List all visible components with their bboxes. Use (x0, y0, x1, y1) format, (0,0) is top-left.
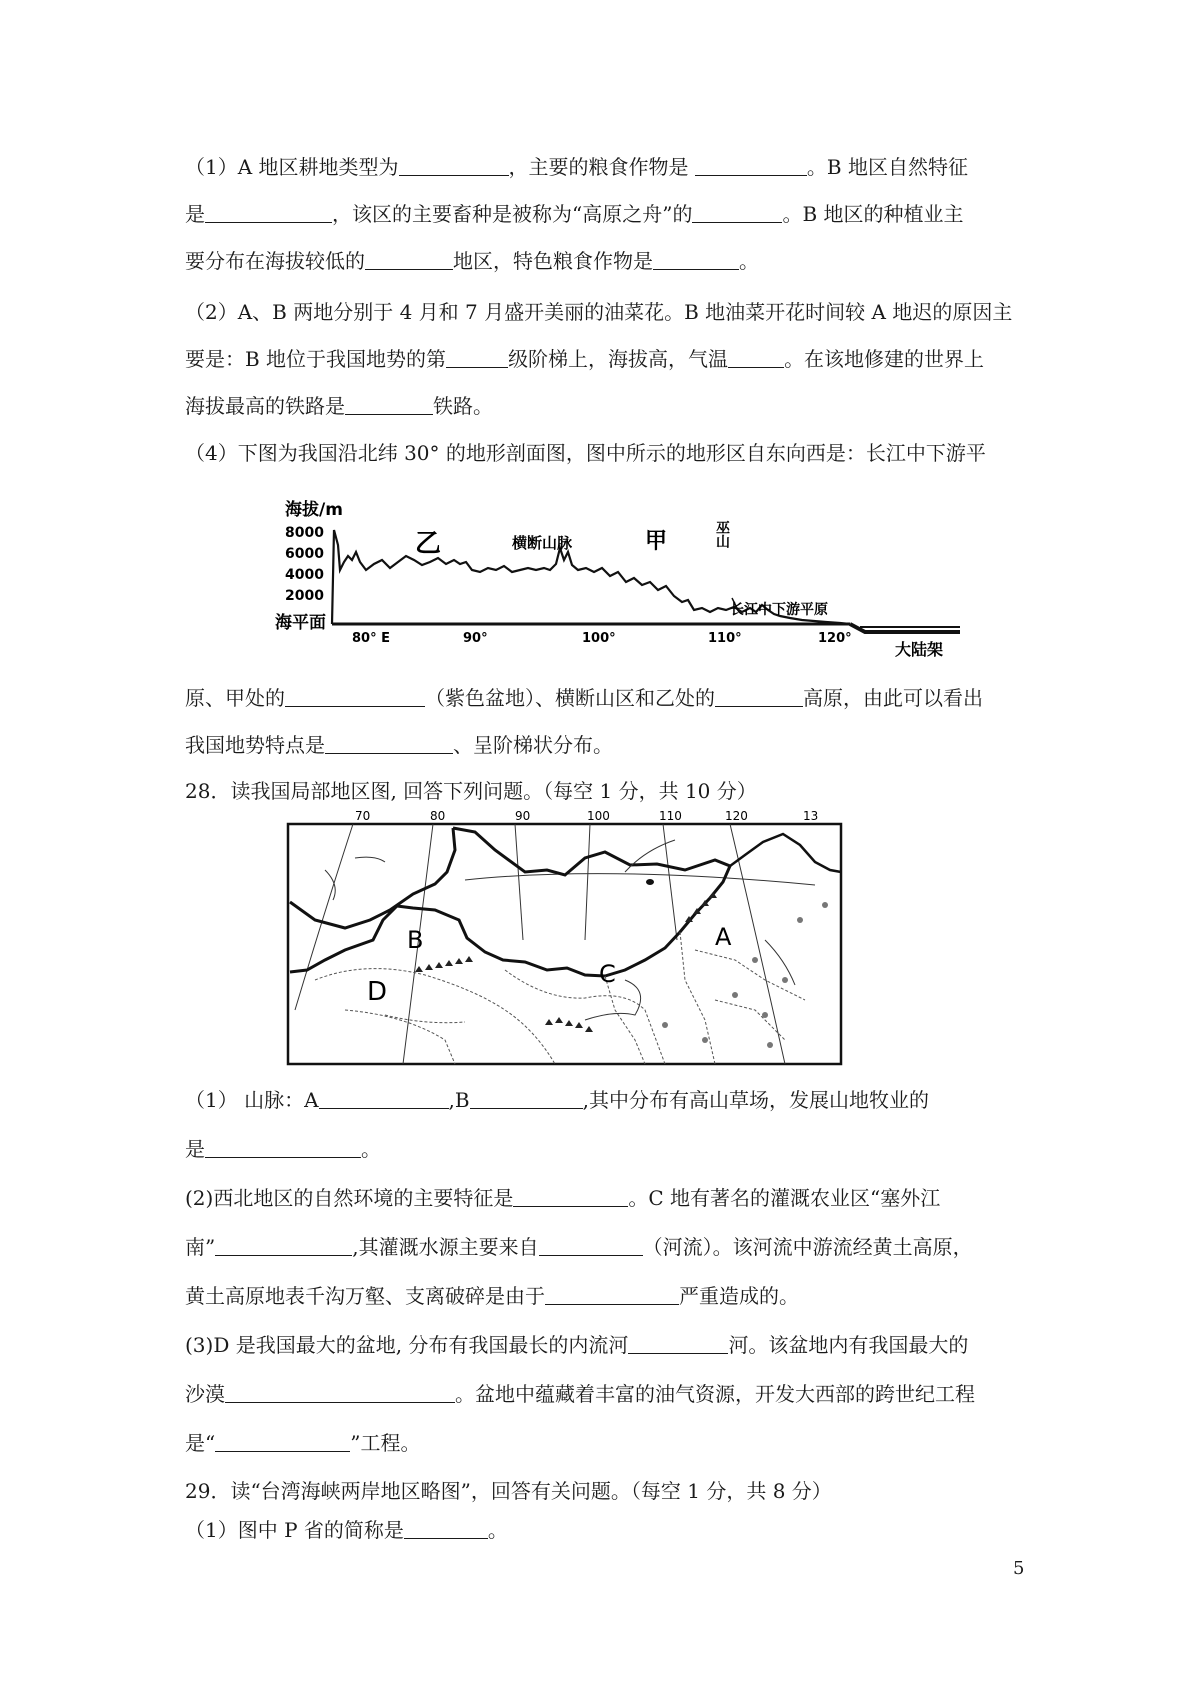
map-label-c: C (599, 960, 616, 988)
text: 。C 地有著名的灌溉农业区“塞外江 (628, 1186, 941, 1210)
answer-blank[interactable] (225, 1382, 455, 1403)
text: 。 (739, 249, 759, 273)
text: 。盆地中蕴藏着丰富的油气资源，开发大西部的跨世纪工程 (455, 1382, 975, 1406)
label-wushan: 巫山 (714, 520, 730, 548)
xtick-110: 110° (708, 631, 742, 646)
map-label-b: B (407, 926, 424, 954)
text: 沙漠 (185, 1382, 225, 1406)
answer-blank[interactable] (205, 202, 332, 223)
text: （河流）。该河流中游流经黄土高原， (642, 1235, 973, 1259)
q27-part1-line2 (185, 202, 964, 226)
text: (3)D 是我国最大的盆地, 分布有我国最长的内流河 (185, 1333, 629, 1357)
text: 铁路。 (433, 394, 493, 418)
answer-blank[interactable] (653, 249, 739, 270)
label-plain: 长江中下游平原 (730, 602, 828, 618)
answer-blank[interactable] (539, 1235, 643, 1256)
lon-tick-110: 110 (659, 810, 682, 823)
text: ”工程。 (350, 1431, 421, 1455)
ytick-4000: 4000 (285, 567, 324, 583)
answer-blank[interactable] (285, 686, 425, 707)
text: （4）下图为我国沿北纬 30° 的地形剖面图，图中所示的地形区自东向西是：长江中下游平 (185, 441, 986, 465)
map-label-a: A (715, 923, 732, 951)
answer-blank[interactable] (345, 394, 433, 415)
q29-part1 (185, 1518, 508, 1542)
text: 原、甲处的 (185, 686, 285, 710)
page-number: 5 (1013, 1558, 1025, 1579)
text: （紫色盆地）、横断山区和乙处的 (425, 686, 715, 710)
q27-part2-line1 (185, 300, 1012, 324)
answer-blank[interactable] (513, 1186, 628, 1207)
lon-tick-13: 13 (803, 810, 819, 823)
q28-title (185, 779, 757, 803)
answer-blank[interactable] (695, 155, 807, 176)
answer-blank[interactable] (215, 1431, 350, 1452)
text: 、呈阶梯状分布。 (453, 733, 613, 757)
text: 。 (487, 1518, 508, 1542)
text: 黄土高原地表千沟万壑、支离破碎是由于 (185, 1284, 545, 1308)
label-yi: 乙 (415, 529, 442, 559)
terrain-profile-figure (270, 490, 960, 660)
lon-tick-120: 120 (725, 810, 748, 823)
lon-tick-100: 100 (587, 810, 610, 823)
text: ,其灌溉水源主要来自 (352, 1235, 539, 1259)
q28-part3-line3 (185, 1431, 420, 1455)
text: 28．读我国局部地区图, 回答下列问题。（每空 1 分，共 10 分） (185, 779, 757, 803)
q28-part2-line2 (185, 1235, 973, 1259)
ytick-6000: 6000 (285, 546, 324, 562)
text: ，主要的粮食作物是 (508, 155, 689, 179)
text: 地区，特色粮食作物是 (453, 249, 653, 273)
text: 。在该地修建的世界上 (784, 347, 985, 371)
q28-part3-line1 (185, 1333, 968, 1357)
answer-blank[interactable] (325, 733, 453, 754)
answer-blank[interactable] (628, 1333, 728, 1354)
answer-blank[interactable] (404, 1518, 488, 1539)
text: (2)西北地区的自然环境的主要特征是 (185, 1186, 514, 1210)
text: （2）A、B 两地分别于 4 月和 7 月盛开美丽的油菜花。B 地油菜开花时间较 A 地迟的原因主 (185, 300, 1013, 324)
text: 是 (185, 1137, 205, 1161)
label-hengduan: 横断山脉 (512, 534, 573, 552)
answer-blank[interactable] (715, 686, 803, 707)
q28-part1-line1 (185, 1088, 929, 1112)
text: 。B 地区自然特征 (806, 155, 968, 179)
q28-part3-line2 (185, 1382, 975, 1406)
q28-part2-line3 (185, 1284, 799, 1308)
label-shelf: 大陆架 (895, 640, 944, 659)
q27-part2-line2 (185, 347, 984, 371)
text: ，该区的主要畜种是被称为“高原之舟”的 (332, 202, 693, 226)
xtick-100: 100° (582, 631, 616, 646)
q27-part4-line1 (185, 441, 986, 465)
mountain-symbols (415, 892, 717, 1032)
q28-part2-line1 (185, 1186, 940, 1210)
text: ,B (448, 1088, 470, 1112)
xtick-80: 80° E (352, 631, 390, 646)
answer-blank[interactable] (446, 347, 508, 368)
text: 。B 地区的种植业主 (782, 202, 964, 226)
national-border (290, 828, 730, 976)
province-boundaries (315, 932, 805, 1064)
text: ,其中分布有高山草场，发展山地牧业的 (582, 1088, 929, 1112)
text: 要是：B 地位于我国地势的第 (185, 347, 447, 371)
answer-blank[interactable] (728, 347, 784, 368)
text: 是 (185, 202, 205, 226)
ytick-8000: 8000 (285, 525, 324, 541)
label-jia: 甲 (645, 529, 668, 554)
text: 严重造成的。 (679, 1284, 799, 1308)
answer-blank[interactable] (365, 249, 453, 270)
text: 29．读“台湾海峡两岸地区略图”，回答有关问题。（每空 1 分，共 8 分） (185, 1479, 832, 1503)
q27-part1-line3 (185, 249, 759, 273)
answer-blank[interactable] (692, 202, 782, 223)
answer-blank[interactable] (545, 1284, 679, 1305)
ytick-2000: 2000 (285, 588, 324, 604)
lake-symbol (646, 879, 654, 885)
text: 海拔最高的铁路是 (185, 394, 345, 418)
text: 是“ (185, 1431, 216, 1455)
xtick-90: 90° (463, 631, 488, 646)
text: 级阶梯上，海拔高，气温 (508, 347, 729, 371)
q27-part4-line3 (185, 733, 613, 757)
answer-blank[interactable] (399, 155, 509, 176)
text: 南” (185, 1235, 216, 1259)
text: （1）A 地区耕地类型为 (185, 155, 399, 179)
sea-level-label: 海平面 (275, 613, 326, 633)
lon-tick-70: 70 (355, 810, 371, 823)
answer-blank[interactable] (470, 1088, 583, 1109)
profile-ylabel: 海拔/m (285, 500, 343, 520)
answer-blank[interactable] (205, 1137, 361, 1158)
regional-map-figure (285, 810, 845, 1066)
northeast-border (730, 834, 841, 872)
q27-part1-line1 (185, 155, 968, 179)
q28-part1-line2 (185, 1137, 381, 1161)
text: 我国地势特点是 (185, 733, 325, 757)
q27-part4-line2 (185, 686, 983, 710)
lon-tick-80: 80 (430, 810, 446, 823)
lon-tick-90: 90 (515, 810, 531, 823)
text: 河。该盆地内有我国最大的 (728, 1333, 969, 1357)
answer-blank[interactable] (215, 1235, 352, 1256)
text: （1）图中 P 省的简称是 (185, 1518, 404, 1542)
text: 高原，由此可以看出 (803, 686, 983, 710)
map-label-d: D (367, 977, 388, 1007)
xtick-120: 120° (818, 631, 852, 646)
text: 。 (361, 1137, 381, 1161)
text: 要分布在海拔较低的 (185, 249, 365, 273)
q29-title (185, 1479, 832, 1503)
answer-blank[interactable] (319, 1088, 449, 1109)
text: （1） 山脉：A (185, 1088, 319, 1112)
q27-part2-line3 (185, 394, 493, 418)
